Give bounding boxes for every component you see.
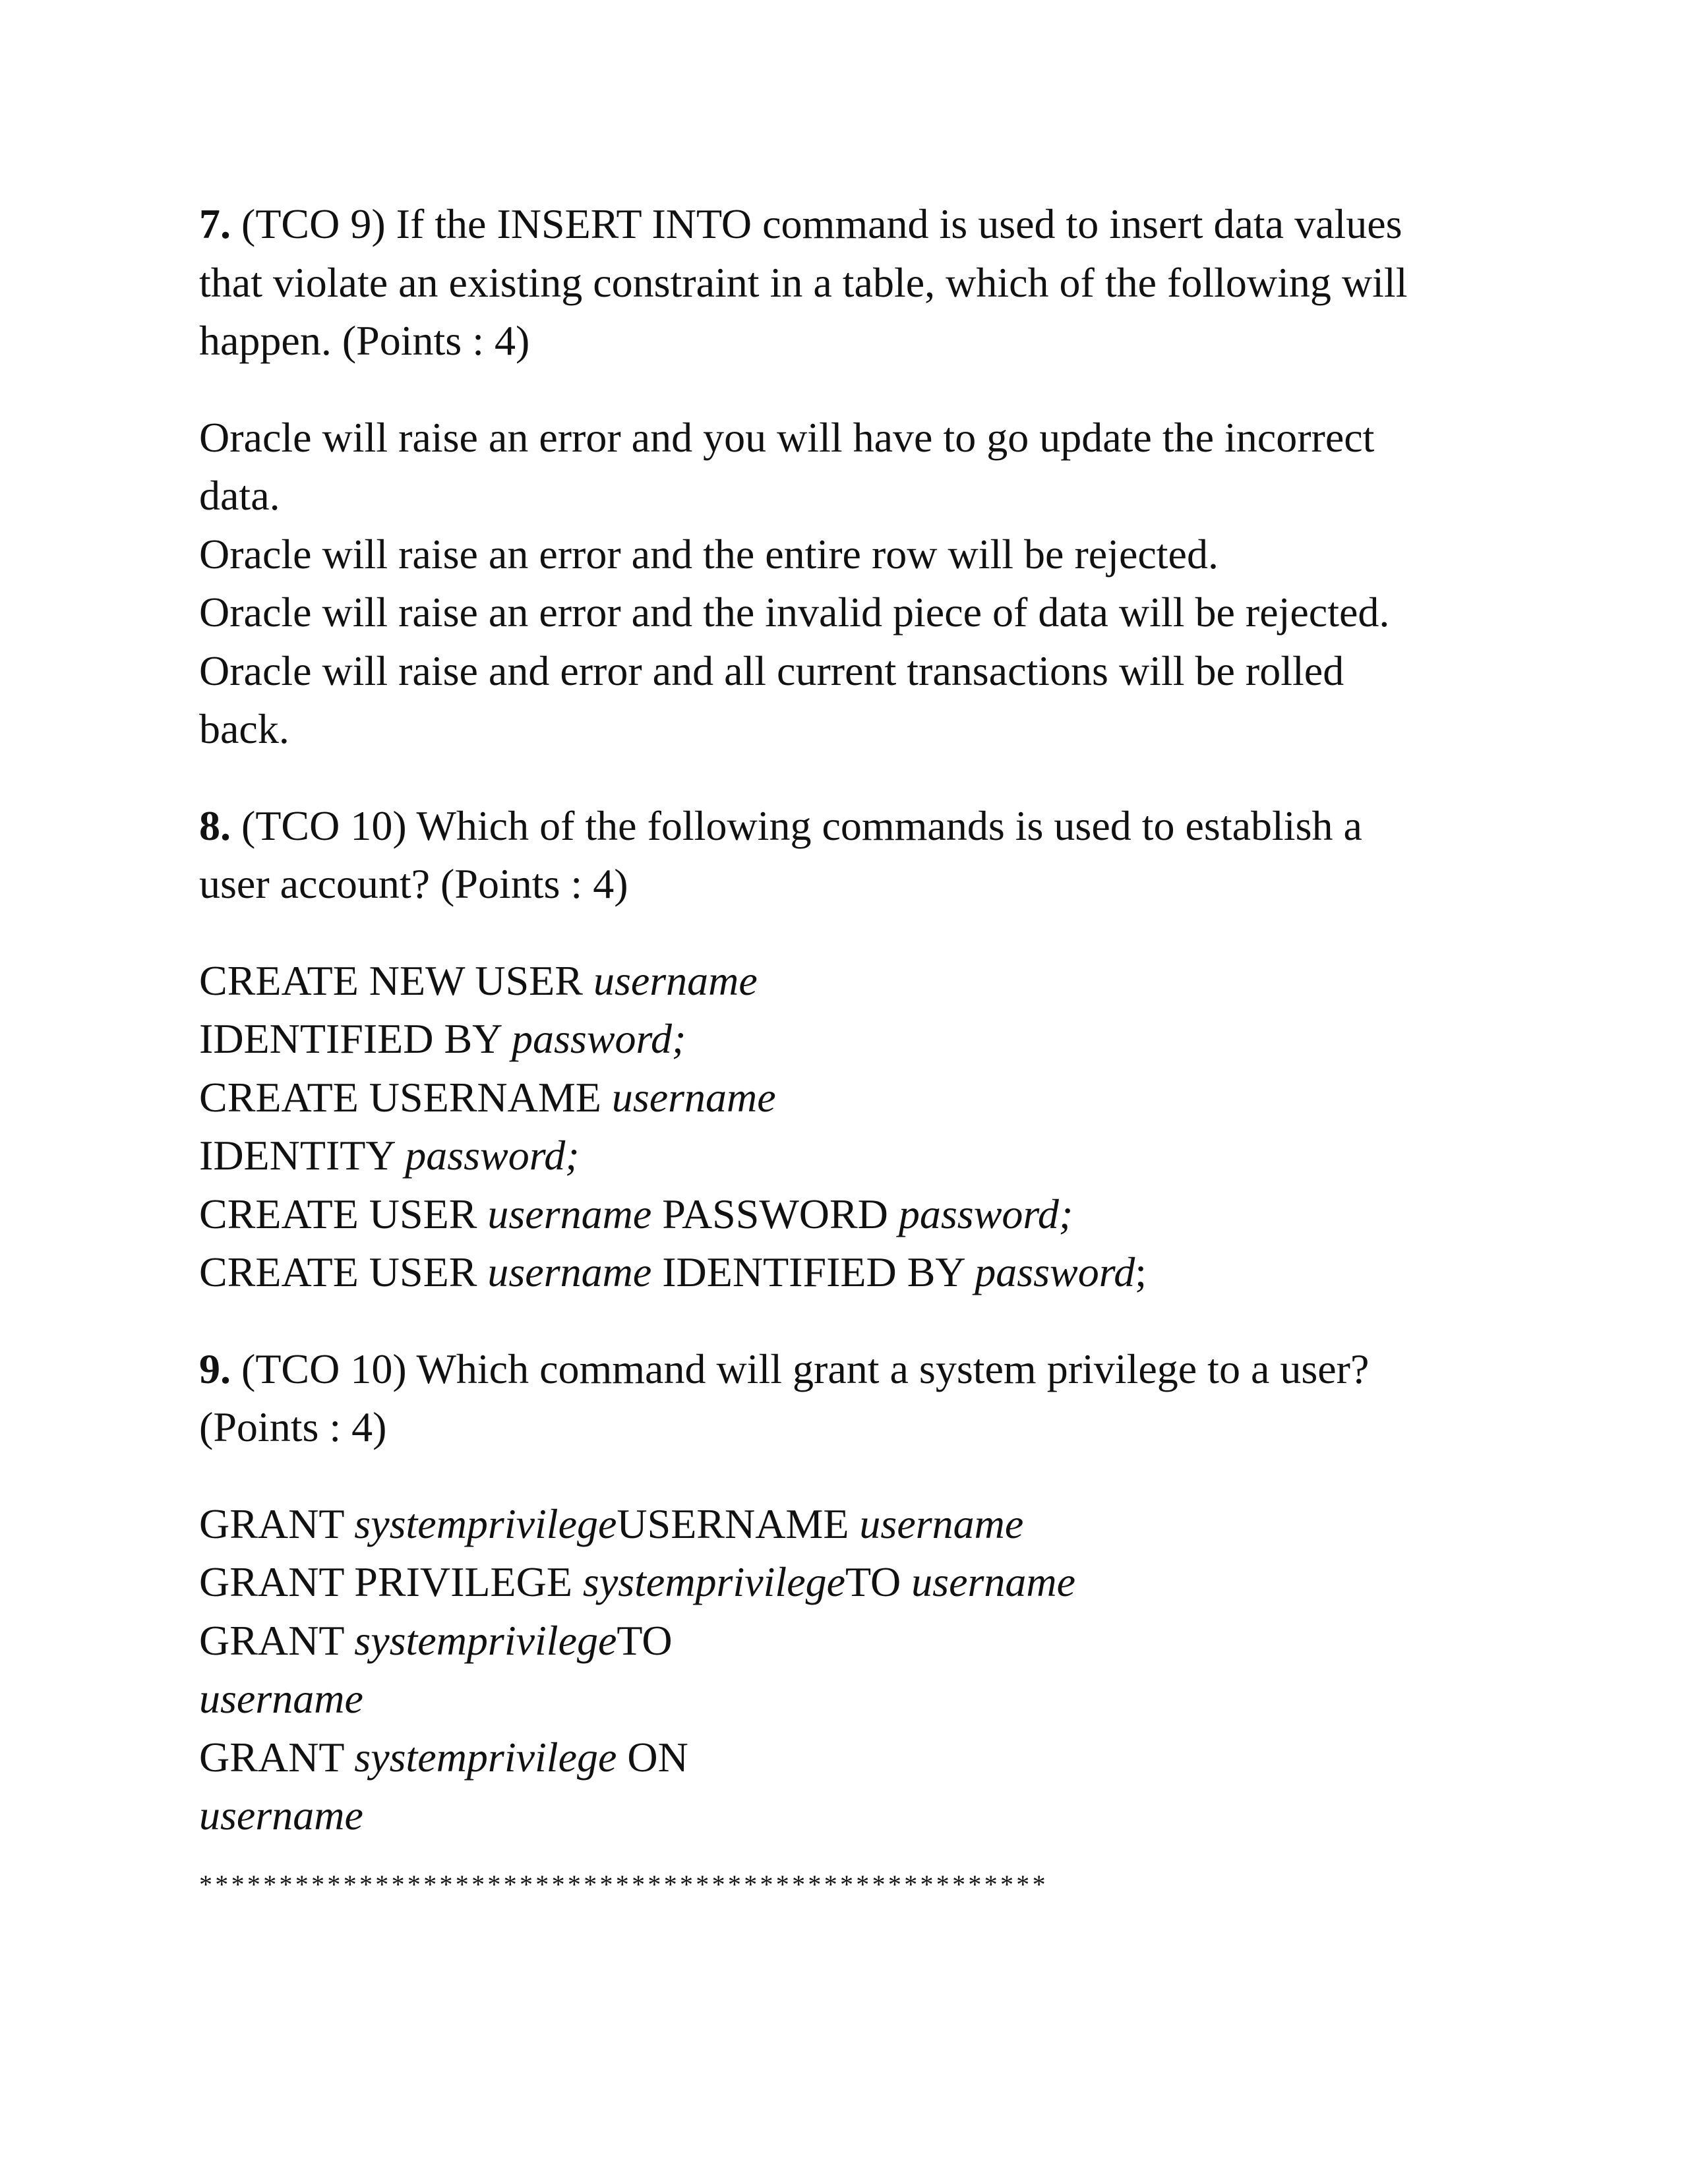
question-7 — [199, 195, 1518, 759]
answer-option[interactable] — [199, 583, 1518, 642]
sql-keyword: CREATE USERNAME — [199, 1073, 612, 1121]
sql-keyword: GRANT — [199, 1733, 355, 1781]
sql-placeholder: systemprivilege — [354, 1616, 617, 1664]
sql-placeholder: username — [859, 1500, 1024, 1547]
answer-line: Oracle will raise and error and all current transactions will be rolled — [199, 647, 1344, 694]
question-text-line: (TCO 9) If the INSERT INTO command is used to insert data values — [231, 200, 1402, 247]
sql-keyword: GRANT — [199, 1616, 355, 1664]
sql-keyword: CREATE USER — [199, 1190, 488, 1237]
answer-option[interactable] — [199, 1612, 1518, 1728]
sql-keyword: IDENTIFIED BY — [199, 1015, 512, 1062]
answer-line: Oracle will raise an error and the invalid piece of data will be rejected. — [199, 589, 1390, 635]
question-8-options — [199, 952, 1518, 1302]
answer-line: Oracle will raise an error and you will have to go update the incorrect — [199, 413, 1375, 461]
sql-placeholder: password; — [512, 1015, 686, 1062]
question-number: 9. — [199, 1345, 231, 1392]
sql-keyword: ON — [617, 1733, 688, 1781]
answer-option[interactable] — [199, 952, 1518, 1069]
answer-option[interactable] — [199, 1243, 1518, 1302]
question-9-text — [199, 1340, 1518, 1457]
document-page — [199, 195, 1518, 1904]
sql-placeholder: username — [487, 1190, 652, 1237]
sql-placeholder: username — [611, 1073, 776, 1121]
sql-placeholder: username — [593, 957, 758, 1004]
sql-keyword: PASSWORD — [651, 1190, 899, 1237]
sql-placeholder: systemprivilege — [354, 1500, 617, 1547]
sql-placeholder: password; — [898, 1190, 1073, 1237]
sql-placeholder: username — [199, 1675, 363, 1722]
sql-placeholder: systemprivilege — [582, 1558, 845, 1605]
question-9-options — [199, 1495, 1518, 1845]
question-7-text — [199, 195, 1518, 370]
sql-placeholder: password; — [405, 1132, 580, 1179]
sql-keyword: GRANT PRIVILEGE — [199, 1558, 583, 1605]
sql-keyword: TO — [845, 1558, 912, 1605]
question-text-line: happen. (Points : 4) — [199, 317, 530, 364]
question-8 — [199, 797, 1518, 1302]
answer-option[interactable] — [199, 409, 1518, 525]
answer-option[interactable] — [199, 1553, 1518, 1612]
answer-option[interactable] — [199, 1495, 1518, 1554]
question-7-options — [199, 409, 1518, 759]
question-number: 8. — [199, 802, 231, 849]
sql-terminator: ; — [1135, 1249, 1147, 1295]
answer-line: Oracle will raise an error and the entire row will be rejected. — [199, 530, 1219, 577]
question-9 — [199, 1340, 1518, 1845]
question-text-line: (TCO 10) Which command will grant a system privilege to a user? — [231, 1345, 1370, 1392]
sql-placeholder: username — [487, 1249, 652, 1295]
sql-placeholder: username — [199, 1792, 363, 1839]
sql-keyword: CREATE NEW USER — [199, 957, 593, 1004]
sql-keyword: IDENTIFIED BY — [651, 1249, 975, 1295]
answer-option[interactable] — [199, 525, 1518, 584]
answer-option[interactable] — [199, 642, 1518, 759]
answer-option[interactable] — [199, 1069, 1518, 1185]
question-text-line: that violate an existing constraint in a table, which of the following will — [199, 258, 1408, 306]
sql-keyword: USERNAME — [617, 1500, 860, 1547]
sql-placeholder: username — [911, 1558, 1075, 1605]
sql-keyword: IDENTITY — [199, 1132, 406, 1179]
question-8-text — [199, 797, 1518, 914]
answer-line: data. — [199, 472, 280, 519]
sql-keyword: CREATE USER — [199, 1249, 488, 1295]
sql-keyword: TO — [617, 1616, 673, 1664]
answer-line: back. — [199, 705, 289, 752]
answer-option[interactable] — [199, 1728, 1518, 1845]
question-text-line: (TCO 10) Which of the following commands is used to establish a — [231, 802, 1362, 849]
question-number: 7. — [199, 200, 231, 247]
question-text-line: (Points : 4) — [199, 1403, 387, 1450]
sql-placeholder: systemprivilege — [354, 1733, 617, 1781]
separator-line: ***************************************************** — [199, 1869, 1048, 1899]
question-text-line: user account? (Points : 4) — [199, 860, 628, 907]
sql-placeholder: password — [975, 1249, 1135, 1295]
answer-option[interactable] — [199, 1185, 1518, 1244]
sql-keyword: GRANT — [199, 1500, 355, 1547]
